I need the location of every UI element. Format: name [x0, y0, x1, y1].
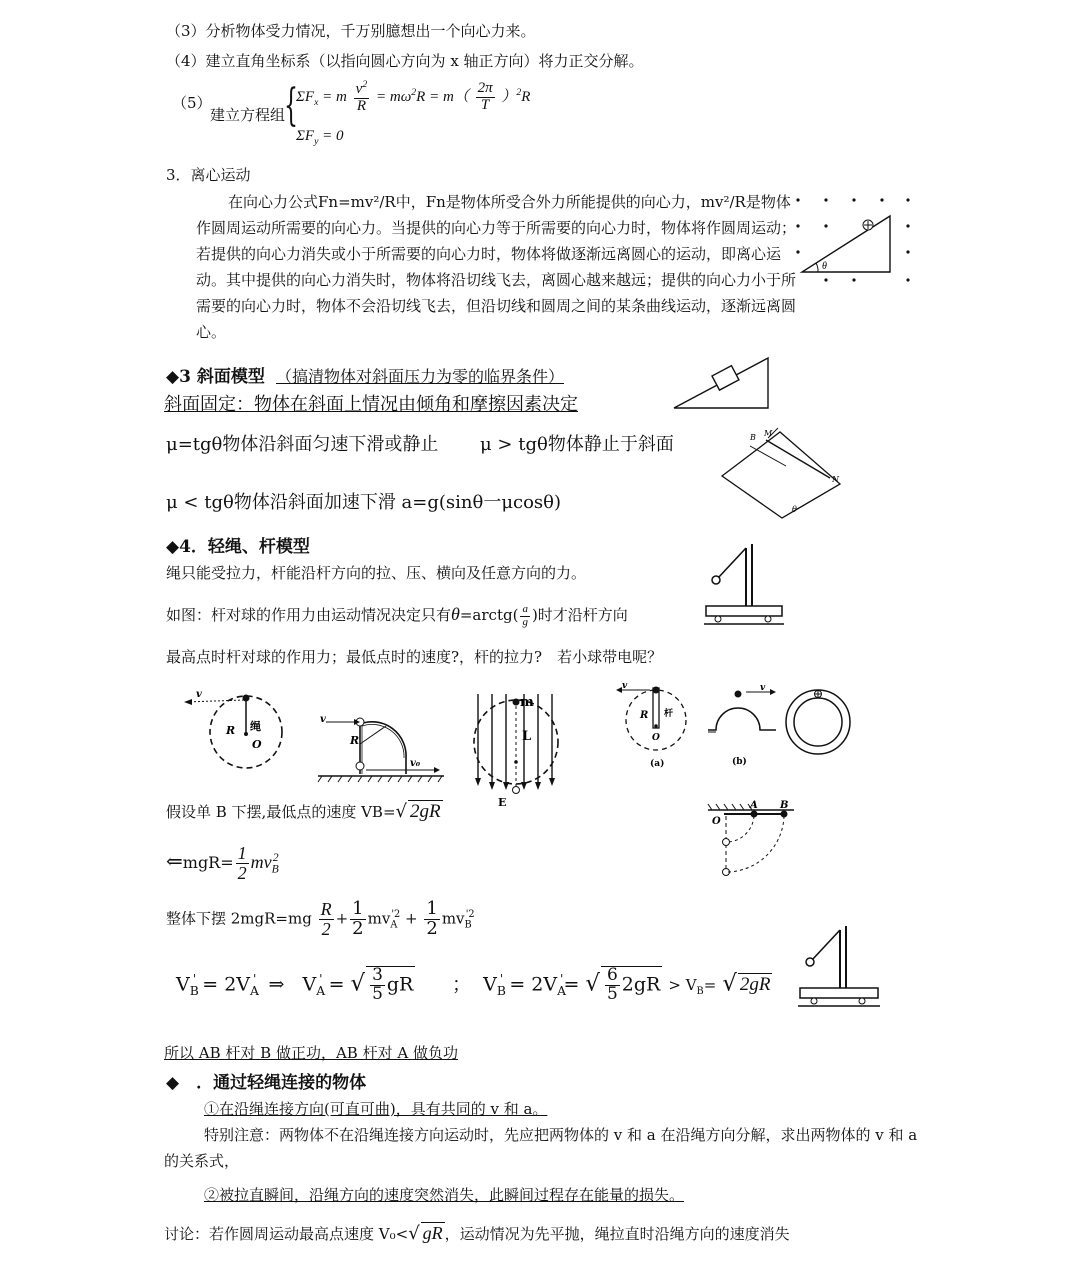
fig5-label-v: v [760, 683, 766, 693]
double-ball-rod-figure [704, 798, 804, 882]
fig4-label-o: O [652, 733, 660, 743]
brace: { [284, 80, 298, 131]
equation-y: $\Sigma F_y = 0$ [296, 128, 344, 147]
special-note: 特别注意：两物体不在沿绳连接方向运动时，先应把两物体的 v 和 a 在沿绳方向分解，求出两物体的 v 和 a 的关系式， [164, 1126, 918, 1170]
fig1-label-v: v [196, 689, 202, 700]
rope-line-2: 如图：杆对球的作用力由运动情况决定只有θ=arctg( $\frac{a}{g}$ )时才沿杆方向 [166, 603, 628, 628]
fig3-label-l: L [522, 729, 532, 744]
incline-note: （搞清物体对斜面压力为零的临界条件） [276, 367, 565, 386]
electric-field-figure [470, 690, 564, 808]
fig6-label-o: O [712, 816, 721, 827]
derivation-line-3: 整体下摆 2mgR=mg $\frac{R}{2}$ + $\frac{1}{2}$ $mv_A^{'2}$ + $\frac{1}{2}$ $mv_B^{'2}$ [166, 898, 475, 939]
rule-2: ②被拉直瞬间，沿绳方向的速度突然消失，此瞬间过程存在能量的损失。 [204, 1186, 685, 1204]
fig4-label-v: v [622, 681, 628, 691]
rope-heading: ◆4．轻绳、杆模型 [166, 537, 310, 557]
rule-1: ①在沿绳连接方向(可直可曲)，具有共同的 v 和 a。 [204, 1100, 548, 1118]
rope-line-1: 绳只能受拉力，杆能沿杆方向的拉、压、横向及任意方向的力。 [166, 564, 587, 582]
fig4-label-a: (a) [650, 759, 665, 769]
svg-text:θ: θ [822, 261, 827, 272]
discussion-line: 讨论：若作圆周运动最高点速度 V₀<√ gR ，运动情况为先平抛，绳拉直时沿绳方向的速度消失 [164, 1223, 790, 1244]
incline-field-figure [790, 190, 920, 290]
fig2-label-v0: v₀ [410, 758, 421, 769]
incline-condition-3: μ < tgθ物体沿斜面加速下滑 a=g(sinθ一μcosθ) [166, 492, 562, 513]
fig6-label-b: B [780, 800, 789, 811]
loop-track-figure [316, 704, 446, 782]
derivation-line-4b: ； $V_B' = 2V_A'=$ √ $\frac{6}{5}$ $2gR > V_B=$ √ 2gR [452, 965, 771, 1004]
step-3: （3）分析物体受力情况，千万别臆想出一个向心力来。 [166, 22, 536, 40]
step-4: （4）建立直角坐标系（以指向圆心方向为 x 轴正方向）将力正交分解。 [166, 52, 644, 70]
incline-heading: ◆3 斜面模型 [166, 367, 265, 387]
derivation-line-2: ⇐mgR= $\frac{1}{2}$ $mv_B^2$ [166, 843, 279, 883]
incline-plane-figure [716, 424, 846, 520]
fig2-label-r: R [350, 734, 360, 747]
centrifugal-paragraph: 在向心力公式Fn=mv²/R中，Fn是物体所受合外力所能提供的向心力，mv²/R是物体作圆周运动所需要的向心力。当提供的向心力等于所需要的向心力时，物体将作圆周运动；若提供的向心力消失或小于所需要的向心力时，物体将做逐渐远离圆心的运动，即离心运动。其中提供的向心力消失时，物体将沿切线飞去，离圆心越来越远；提供的向心力小于所需要的向心力时，物体不会沿切线飞去，但沿切线和圆周之间的某条曲线运动，逐渐远离圆心。 [196, 193, 797, 341]
derivation-line-1: 假设单 B 下摆,最低点的速度 VB=√ 2gR [166, 801, 441, 822]
fig4-label-rod: 杆 [664, 709, 674, 719]
incline-fixed: 斜面固定：物体在斜面上情况由倾角和摩擦因素决定 [164, 394, 578, 415]
cart-rod-figure-top [704, 542, 786, 628]
equation-x: $\Sigma F_x = m$ $\frac{v^2}{R}$ = $m\omega^2R = m$（ $\frac{2\pi}{T}$ ）$^2$R [296, 79, 531, 114]
fig3-label-e: E [498, 796, 507, 809]
fig1-label-rope: 绳 [250, 720, 261, 733]
derivation-line-4a: $V_B' = 2V_A'$ ⇒ $V_A'$ = √ $\frac{3}{5}$ gR [176, 965, 414, 1004]
fig1-label-r: R [226, 724, 236, 737]
incline-label-b: B [750, 433, 756, 442]
rope-connect-heading: ◆ ．通过轻绳连接的物体 [166, 1073, 367, 1093]
fig4-label-r: R [640, 710, 649, 721]
incline-label-theta: θ [792, 505, 797, 514]
incline-label-m: M [764, 429, 773, 438]
fig1-label-o: O [252, 738, 262, 751]
incline-block-figure [672, 356, 772, 412]
incline-label-n: N [832, 475, 839, 484]
rope-circle-figure [180, 688, 300, 772]
conclusion-line: 所以 AB 杆对 B 做正功，AB 杆对 A 做负功 [164, 1044, 458, 1062]
cart-rod-figure-bottom [798, 924, 882, 1010]
incline-condition-1: μ=tgθ物体沿斜面匀速下滑或静止 [166, 434, 439, 455]
section-heading-centrifugal: 3．离心运动 [166, 166, 251, 184]
fig3-label-m: m [520, 695, 534, 710]
fig5-label-b: (b) [732, 757, 747, 767]
rod-track-figures [612, 680, 862, 772]
step-5-text: 建立方程组 [210, 106, 286, 124]
fig2-label-v: v [320, 714, 326, 725]
rope-line-3: 最高点时杆对球的作用力；最低点时的速度?，杆的拉力? 若小球带电呢？ [166, 648, 663, 666]
incline-condition-2: μ > tgθ物体静止于斜面 [480, 434, 674, 455]
step-5-label: （5） [172, 94, 212, 112]
fig6-label-a: A [750, 800, 758, 811]
